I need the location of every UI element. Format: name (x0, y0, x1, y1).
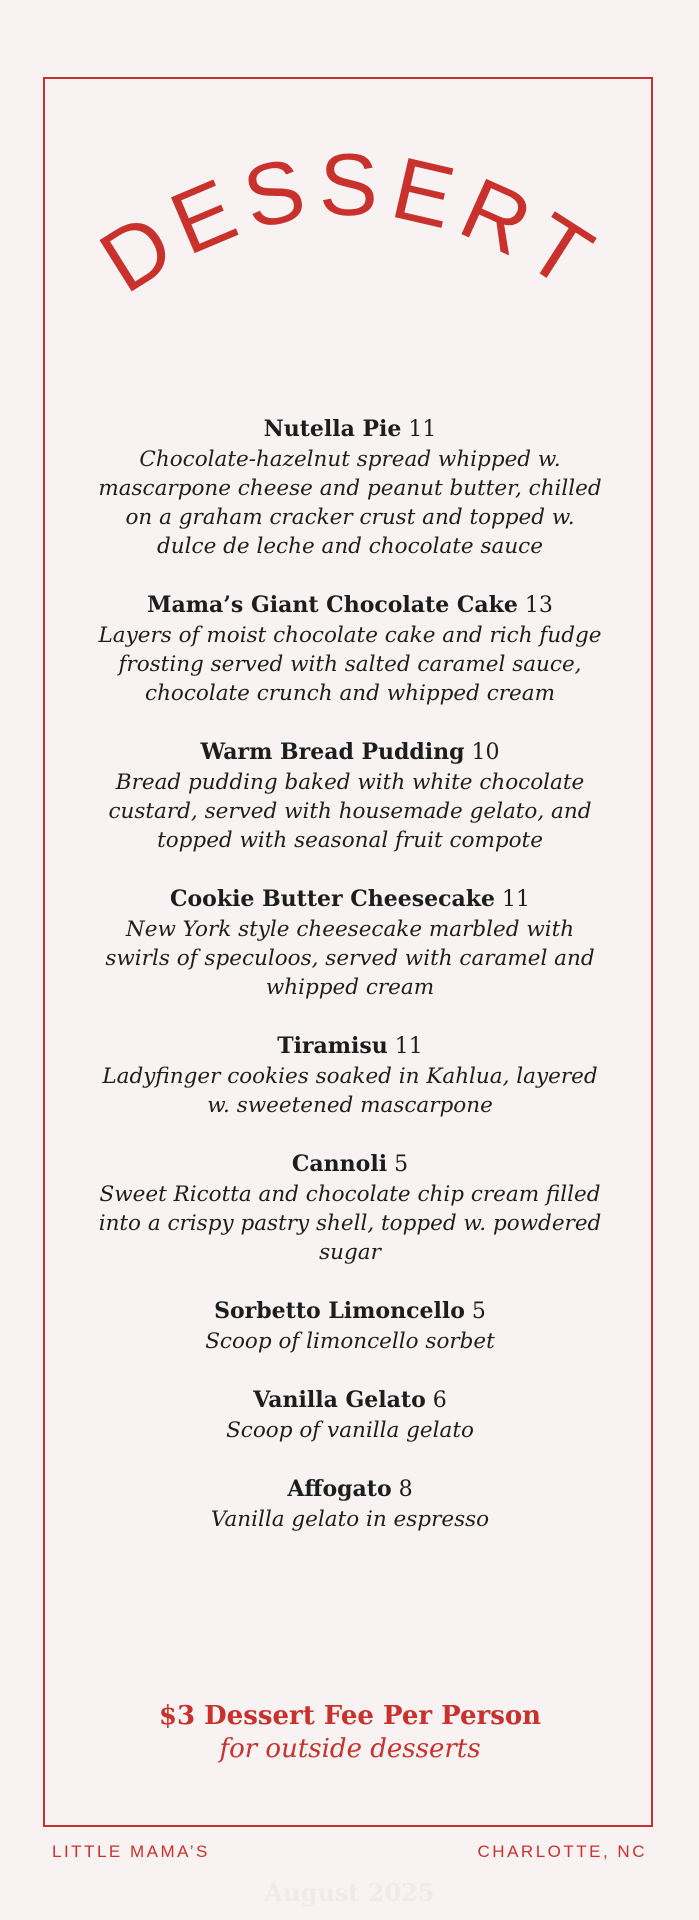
menu-item-header (95, 1386, 605, 1415)
menu-item-header (95, 1475, 605, 1504)
menu-item (95, 1475, 605, 1534)
menu-item (95, 1150, 605, 1267)
restaurant-name: LITTLE MAMA’S (52, 1842, 210, 1861)
menu-item-description: Chocolate-hazelnut spread whipped w. mascarpone cheese and peanut butter, chilled on a graham cracker crust and topped w. dulce de leche and chocolate sauce (98, 447, 602, 559)
menu-item (95, 415, 605, 561)
menu-item-header (95, 1032, 605, 1061)
menu-item-header (95, 591, 605, 620)
menu-item (95, 885, 605, 1002)
menu-item-description: Layers of moist chocolate cake and rich fudge frosting served with salted caramel sauce, chocolate crunch and whipped cream (98, 623, 602, 706)
menu-item (95, 591, 605, 708)
menu-item-price: 11 (394, 1034, 423, 1059)
menu-item (95, 1386, 605, 1445)
menu-item-price: 6 (432, 1388, 447, 1413)
dessert-menu-list (95, 415, 605, 1564)
menu-item-description: New York style cheesecake marbled with swirls of speculoos, served with caramel and whipped cream (105, 917, 595, 1000)
menu-item-description: Ladyfinger cookies soaked in Kahlua, layered w. sweetened mascarpone (102, 1064, 598, 1118)
menu-item-name: Sorbetto Limoncello (214, 1298, 465, 1324)
menu-date: August 2025 (264, 1878, 435, 1907)
menu-item-price: 5 (394, 1152, 409, 1177)
menu-item-price: 5 (471, 1299, 486, 1324)
menu-item-name: Cannoli (291, 1151, 388, 1177)
menu-item-header (95, 1297, 605, 1326)
menu-item-price: 8 (398, 1477, 413, 1502)
menu-title: DESSERT (83, 134, 618, 312)
menu-item-header (95, 738, 605, 767)
menu-item (95, 1032, 605, 1120)
menu-title-arch (83, 134, 618, 312)
menu-item-description: Bread pudding baked with white chocolate custard, served with housemade gelato, and topped with seasonal fruit compote (108, 770, 592, 853)
menu-item-description: Scoop of vanilla gelato (226, 1418, 474, 1443)
restaurant-location: CHARLOTTE, NC (477, 1842, 647, 1861)
dessert-fee-title: $3 Dessert Fee Per Person (158, 1701, 542, 1731)
menu-item-name: Vanilla Gelato (253, 1387, 426, 1413)
menu-item-header (95, 415, 605, 444)
menu-item-name: Affogato (287, 1476, 392, 1502)
dessert-fee-notice (95, 1700, 605, 1766)
menu-item-header (95, 885, 605, 914)
menu-item-description: Sweet Ricotta and chocolate chip cream filled into a crispy pastry shell, topped w. powdered sugar (98, 1182, 602, 1265)
menu-item-price: 10 (471, 740, 500, 765)
menu-item-name: Warm Bread Pudding (200, 739, 465, 765)
menu-item-name: Mama’s Giant Chocolate Cake (147, 592, 518, 618)
dessert-fee-subtitle: for outside desserts (219, 1734, 481, 1764)
menu-item (95, 738, 605, 855)
menu-item-description: Scoop of limoncello sorbet (205, 1329, 495, 1354)
menu-item (95, 1297, 605, 1356)
menu-item-name: Tiramisu (277, 1033, 388, 1059)
menu-item-description: Vanilla gelato in espresso (210, 1507, 490, 1532)
menu-item-price: 11 (408, 417, 437, 442)
menu-item-price: 11 (502, 887, 531, 912)
menu-item-header (95, 1150, 605, 1179)
menu-item-name: Cookie Butter Cheesecake (169, 886, 496, 912)
menu-item-name: Nutella Pie (263, 416, 402, 442)
menu-item-price: 13 (524, 593, 553, 618)
